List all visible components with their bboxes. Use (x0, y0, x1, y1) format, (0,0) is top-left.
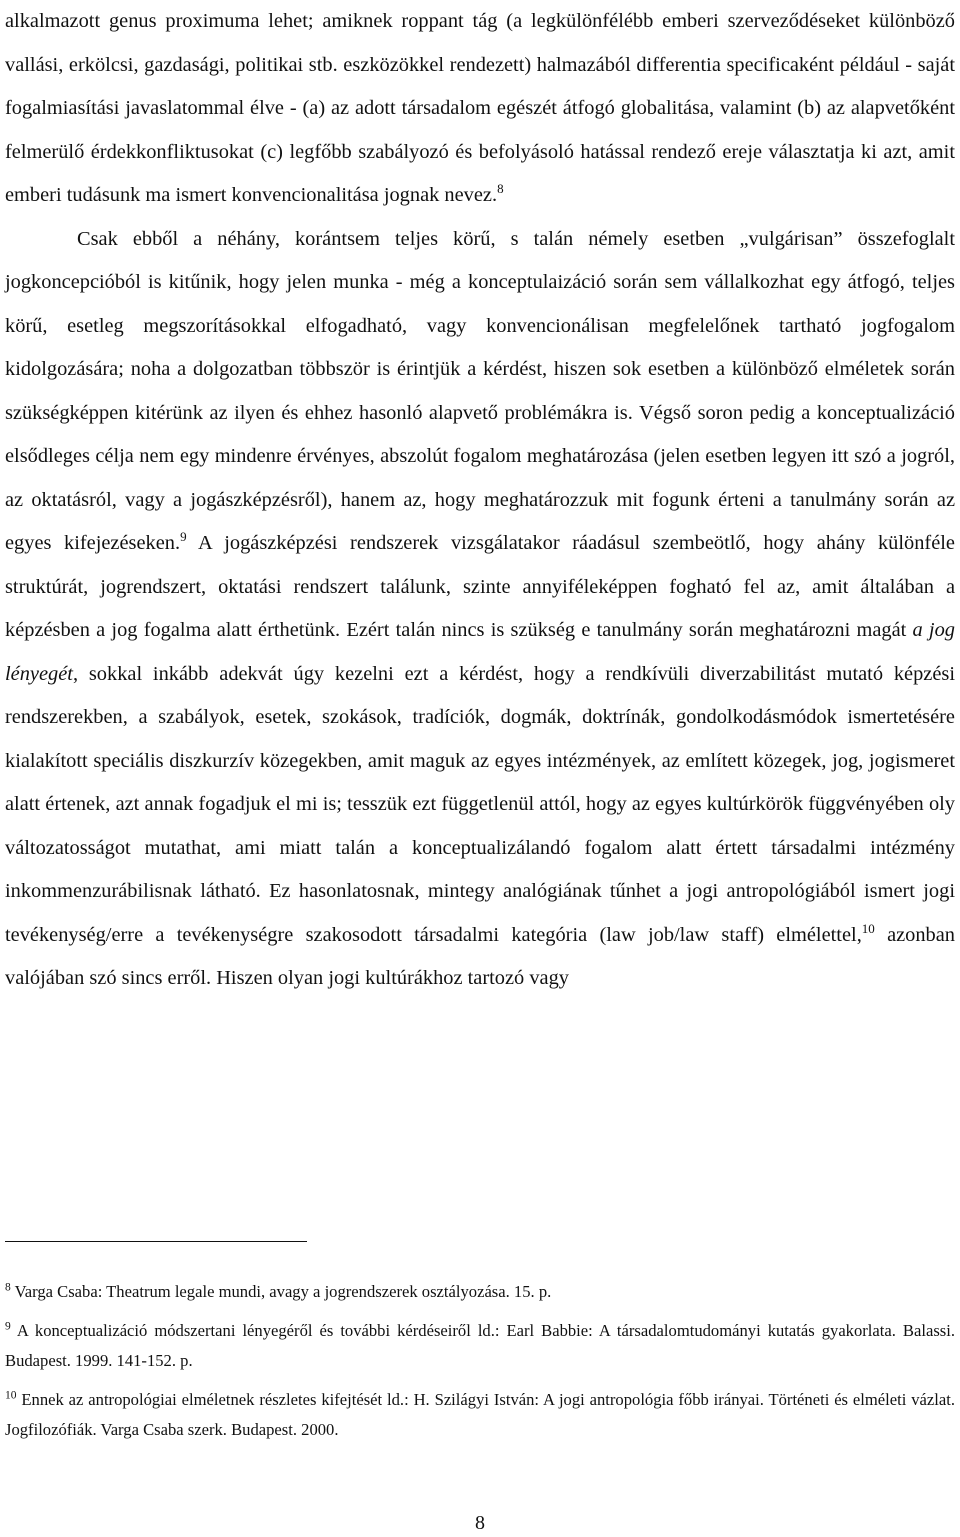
page-body (5, 0, 955, 1001)
footnote-text: Ennek az antropológiai elméletnek részletes kifejtését ld.: H. Szilágyi István: A jogi antropológia főbb irányai. Történeti és elméleti vázlat. Jogfilozófiák. Varga Csaba szerk. Budapest. 2000. (5, 1390, 955, 1439)
page-number: 8 (475, 1512, 485, 1534)
footnote-text: Varga Csaba: Theatrum legale mundi, avagy a jogrendszerek osztályozása. 15. p. (14, 1282, 552, 1301)
footnote-reference-9[interactable]: 9 (180, 529, 187, 545)
footnote (5, 1277, 955, 1307)
footnote-text: A konceptualizáció módszertani lényegéről és további kérdéseiről ld.: Earl Babbie: A társadalomtudományi kutatás gyakorlata. Balassi. Budapest. 1999. 141-152. p. (5, 1321, 955, 1370)
emphasized-text: a jog lényegét (5, 619, 955, 685)
paragraph-continued (5, 0, 955, 218)
footnote-number: 9 (5, 1320, 11, 1333)
footnote-reference-8[interactable]: 8 (497, 181, 504, 197)
footnotes (5, 1277, 955, 1454)
paragraph-text: Csak ebből a néhány, korántsem teljes körű, s talán némely esetben „vulgárisan” összefoglalt jogkoncepcióból is kitűnik, hogy jelen munka - még a konceptulaizáció során sem vállalkozhat egy átfogó, teljes körű, esetleg megszorításokkal elfogadható, vagy konvencionálisan megfelelőnek tartható jogfogalom kidolgozására; noha a dolgozatban többször is érintjük a kérdést, hiszen sok esetben a különböző elméletek során szükségképpen kitérünk az ilyen és ehhez hasonló alapvető problémákra is. Végső soron pedig a konceptualizáció elsődleges célja nem egy mindenre érvényes, abszolút fogalom meghatározása (jelen esetben legyen itt szó a jogról, az oktatásról, vagy a jogászképzésről), hanem az, hogy meghatározzuk mit fogunk érteni a tanulmány során az egyes kifejezéseken. (5, 227, 955, 554)
paragraph-text: azonban valójában szó sincs erről. Hiszen olyan jogi kultúrákhoz tartozó vagy (5, 923, 955, 989)
paragraph-text: , sokkal inkább adekvát úgy kezelni ezt a kérdést, hogy a rendkívüli diverzabilitást mutató képzési rendszerekben, a szabályok, esetek, szokások, tradíciók, dogmák, doktrínák, gondolkodásmódok ismertetésére kialakított speciális diszkurzív közegekben, amit maguk az egyes intézmények, az említett közegek, jog, jogismeret alatt értenek, azt annak fogadjuk el mi is; tesszük ezt függetlenül attól, hogy az egyes kultúrkörök függvényében oly változatosságot mutathat, ami miatt talán a konceptualizálandó fogalom alatt értett társadalmi intézmény inkommenzurábilisnak látható. Ez hasonlatosnak, mintegy analógiának tűnhet a jogi antropológiából ismert jogi tevékenység/erre a tevékenységre szakosodott társadalmi kategória (law job/law staff) elmélettel, (5, 662, 955, 946)
paragraph-text: alkalmazott genus proximuma lehet; amiknek roppant tág (a legkülönfélébb emberi szerveződéseket különböző vallási, erkölcsi, gazdasági, politikai stb. eszközökkel rendezett) halmazából differentia specificaként például - saját fogalmiasítási javaslatommal élve - (a) az adott társadalom egészét átfogó globalitása, valamint (b) az alapvetőként felmerülő érdekkonfliktusokat (c) legfőbb szabályozó és befolyásoló hatással rendező ereje választatja ki azt, amit emberi tudásunk ma ismert konvencionalitása jognak nevez. (5, 10, 955, 206)
main-text (5, 0, 955, 1001)
footnote (5, 1385, 955, 1445)
paragraph (5, 218, 955, 1001)
paragraph-text: A jogászképzési rendszerek vizsgálatakor ráadásul szembeötlő, hogy ahány különféle struktúrát, jogrendszert, oktatási rendszert találunk, szinte annyiféleképpen fogható fel az, amit általában a képzésben a jog fogalma alatt érthetünk. Ezért talán nincs is szükség e tanulmány során meghatározni magát (5, 532, 955, 641)
footnote-separator (5, 1241, 307, 1242)
footnote-reference-10[interactable]: 10 (861, 920, 875, 936)
footnote-number: 8 (5, 1281, 11, 1294)
footnote (5, 1316, 955, 1376)
footnote-number: 10 (5, 1389, 17, 1402)
